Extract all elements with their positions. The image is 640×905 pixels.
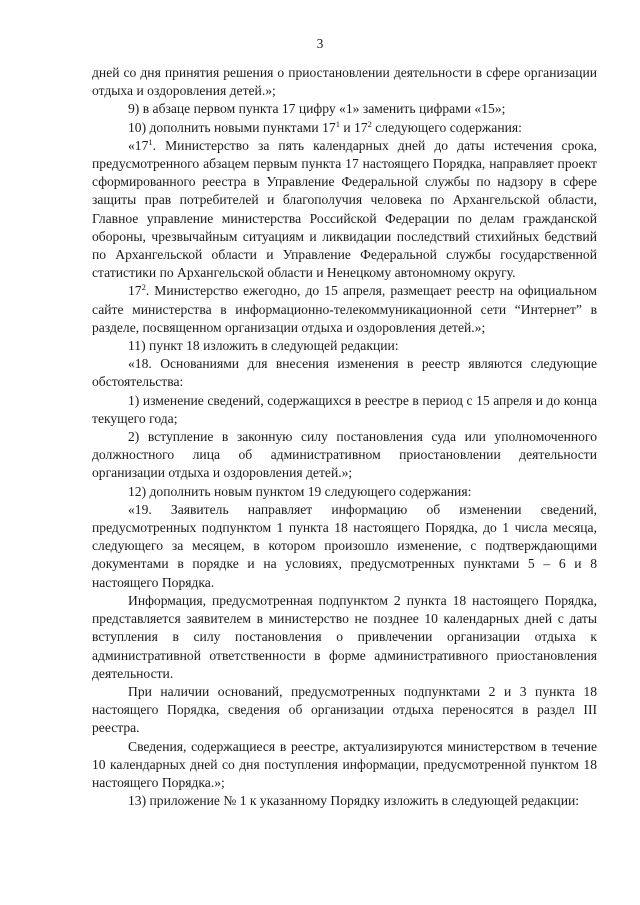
paragraph-item-12: 12) дополнить новым пунктом 19 следующего содержания:	[128, 483, 472, 499]
paragraph-18-sub-2: 2) вступление в законную силу постановления суда или уполномоченного должностного лица об административном приостановлении деятельности организации отдыха и оздоровления детей.»;	[92, 429, 597, 481]
paragraph-19-info: Информация, предусмотренная подпунктом 2 пункта 18 настоящего Порядка, представляется заявителем в министерство не позднее 10 календарных дней с даты вступления в силу постановления о привлечении организации отдыха к административной ответственности в форме административного приостановления деятельности.	[92, 592, 597, 681]
paragraph-item-9: 9) в абзаце первом пункта 17 цифру «1» заменить цифрами «15»;	[128, 101, 506, 117]
paragraph-item-10: 10) дополнить новыми пунктами $17^1$ и $17^2$ следующего содержания:	[128, 118, 522, 135]
paragraph-19-grounds: При наличии оснований, предусмотренных подпунктами 2 и 3 пункта 18 настоящего Порядка, сведения об организации отдыха переносятся в раздел III реестра.	[92, 683, 597, 736]
paragraph-18-sub-1: 1) изменение сведений, содержащихся в реестре в период с 15 апреля и до конца текущего года;	[92, 392, 597, 426]
paragraph-17-1: «$17^1$. Министерство за пять календарных дней до даты истечения срока, предусмотренного абзацем первым пункта 17 настоящего Порядка, направляет проект сформированного реестра в Управление Федеральной службы по надзору в сфере защиты прав потребителей и благополучия человека по Архангельской области, Главное управление министерства Российской Федерации по делам гражданской обороны, чрезвычайным ситуациям и ликвидации последствий стихийных бедствий по Архангельской области и Управление Федеральной службы государственной статистики по Архангельской области и Ненецкому автономному округу.	[92, 136, 597, 281]
paragraph-17-2: $17^2$. Министерство ежегодно, до 15 апреля, размещает реестр на официальном сайте министерства в информационно-телекоммуникационной сети “Интернет” в разделе, посвященном организации отдыха и оздоровления детей.»;	[92, 282, 597, 335]
paragraph-18: «18. Основаниями для внесения изменения в реестр являются следующие обстоятельства:	[92, 356, 597, 390]
document-body	[92, 64, 597, 810]
page-number: 3	[316, 36, 324, 51]
paragraph-item-11: 11) пункт 18 изложить в следующей редакции:	[128, 338, 399, 354]
paragraph-19: «19. Заявитель направляет информацию об изменении сведений, предусмотренных подпунктом 1 пункта 18 настоящего Порядка, до 1 числа месяца, следующего за месяцем, в котором произошло изменение, с подтверждающими документами в порядке и на условиях, предусмотренных пунктами 5 – 6 и 8 настоящего Порядка.	[92, 501, 597, 590]
paragraph-19-update: Сведения, содержащиеся в реестре, актуализируются министерством в течение 10 календарных дней со дня поступления информации, предусмотренной пунктом 18 настоящего Порядка.»;	[92, 738, 597, 790]
paragraph-item-13: 13) приложение № 1 к указанному Порядку изложить в следующей редакции:	[128, 793, 580, 809]
paragraph-1: дней со дня принятия решения о приостановлении деятельности в сфере организации отдыха и оздоровления детей.»;	[92, 65, 597, 99]
